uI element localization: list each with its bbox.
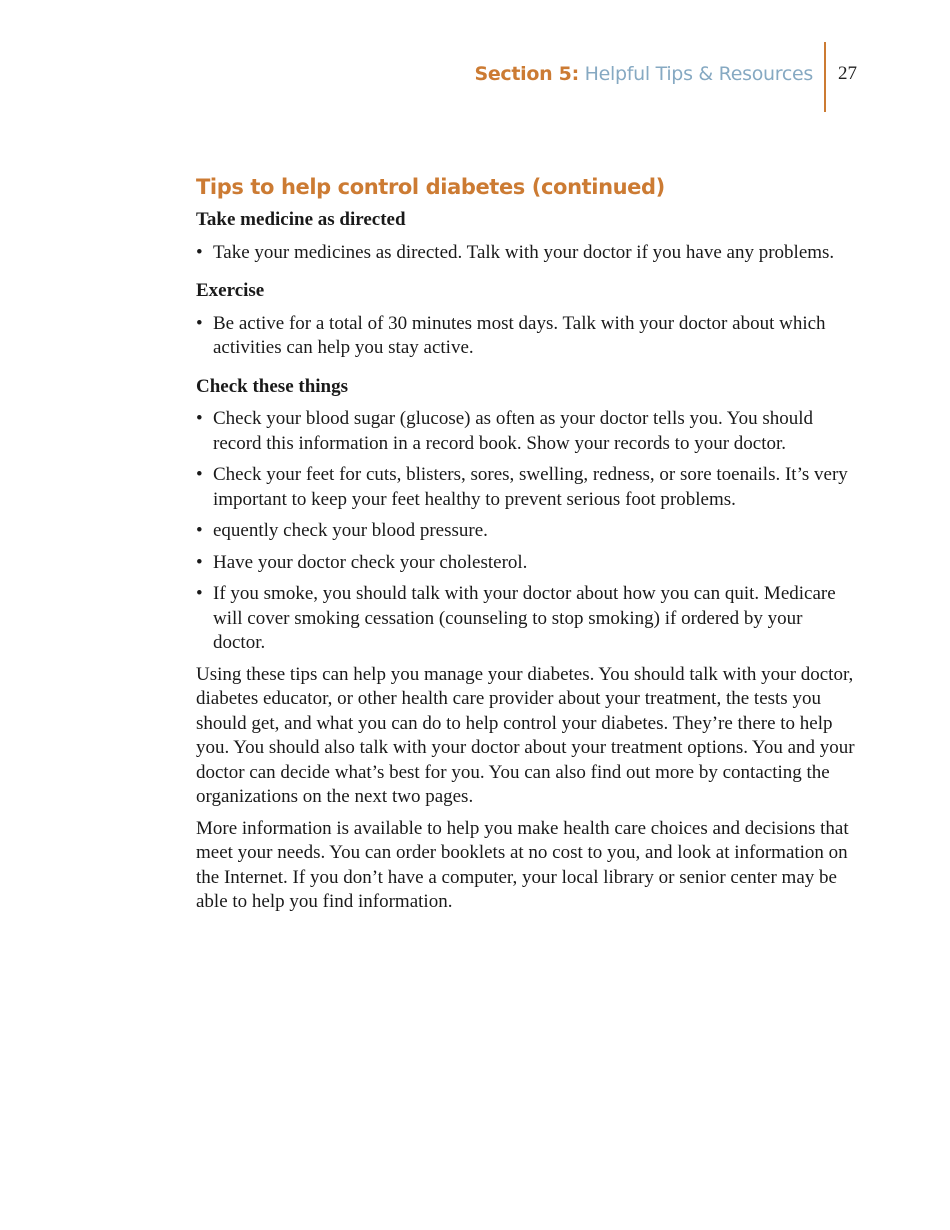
bullet-icon: •: [196, 520, 203, 541]
group-title-exercise: Exercise: [196, 280, 265, 301]
header-divider: [824, 42, 826, 112]
list-item-text: If you smoke, you should talk with your doctor about how you can quit. Medicare will cover smoking cessation (counseling to stop smoking) if ordered by your doctor.: [213, 583, 836, 653]
bullet-icon: •: [196, 408, 203, 429]
bullet-icon: •: [196, 241, 203, 263]
bullet-icon: •: [196, 464, 203, 485]
exercise-list: [196, 312, 856, 361]
group-title-medicine: Take medicine as directed: [196, 209, 406, 230]
list-item-text: Be active for a total of 30 minutes most days. Talk with your doctor about which activities can help you stay active.: [213, 312, 826, 358]
list-item: [196, 582, 856, 656]
bullet-icon: •: [196, 583, 203, 604]
list-item: [196, 463, 856, 512]
list-item: [196, 312, 856, 361]
page-content: [196, 172, 856, 922]
checks-list: [196, 407, 856, 656]
page-header: [0, 42, 950, 112]
section-title: [474, 60, 813, 88]
page-number: 27: [838, 63, 857, 84]
bullet-icon: •: [196, 312, 203, 334]
section-label: Section 5:: [474, 63, 579, 85]
section-name: Helpful Tips & Resources: [584, 63, 813, 85]
summary-paragraph: Using these tips can help you manage your diabetes. You should talk with your doctor, diabetes educator, or other health care provider about your treatment, the tests you should get, and what you can do to help control your diabetes. They’re there to help you. You should also talk with your doctor about your treatment options. You and your doctor can decide what’s best for you. You can also find out more by contacting the organizations on the next two pages.: [196, 663, 855, 807]
more-info-paragraph: More information is available to help you make health care choices and decisions that meet your needs. You can order booklets at no cost to you, and look at information on the Internet. If you don’t have a computer, your local library or senior center may be able to help you find information.: [196, 817, 849, 912]
list-item: [196, 407, 856, 456]
bullet-icon: •: [196, 551, 203, 573]
medicine-list: [196, 241, 856, 266]
list-item-text: Check your blood sugar (glucose) as often as your doctor tells you. You should record this information in a record book. Show your records to your doctor.: [213, 408, 814, 454]
page-heading: Tips to help control diabetes (continued): [196, 175, 665, 199]
list-item-text: Check your feet for cuts, blisters, sores, swelling, redness, or sore toenails. It’s very important to keep your feet healthy to prevent serious foot problems.: [213, 464, 848, 510]
list-item-text: equently check your blood pressure.: [213, 520, 488, 541]
list-item-text: Have your doctor check your cholesterol.: [213, 551, 528, 573]
group-title-checks: Check these things: [196, 375, 349, 397]
list-item: [196, 551, 856, 576]
list-item-text: Take your medicines as directed. Talk with your doctor if you have any problems.: [213, 241, 835, 263]
list-item: [196, 519, 856, 544]
list-item: [196, 241, 856, 266]
